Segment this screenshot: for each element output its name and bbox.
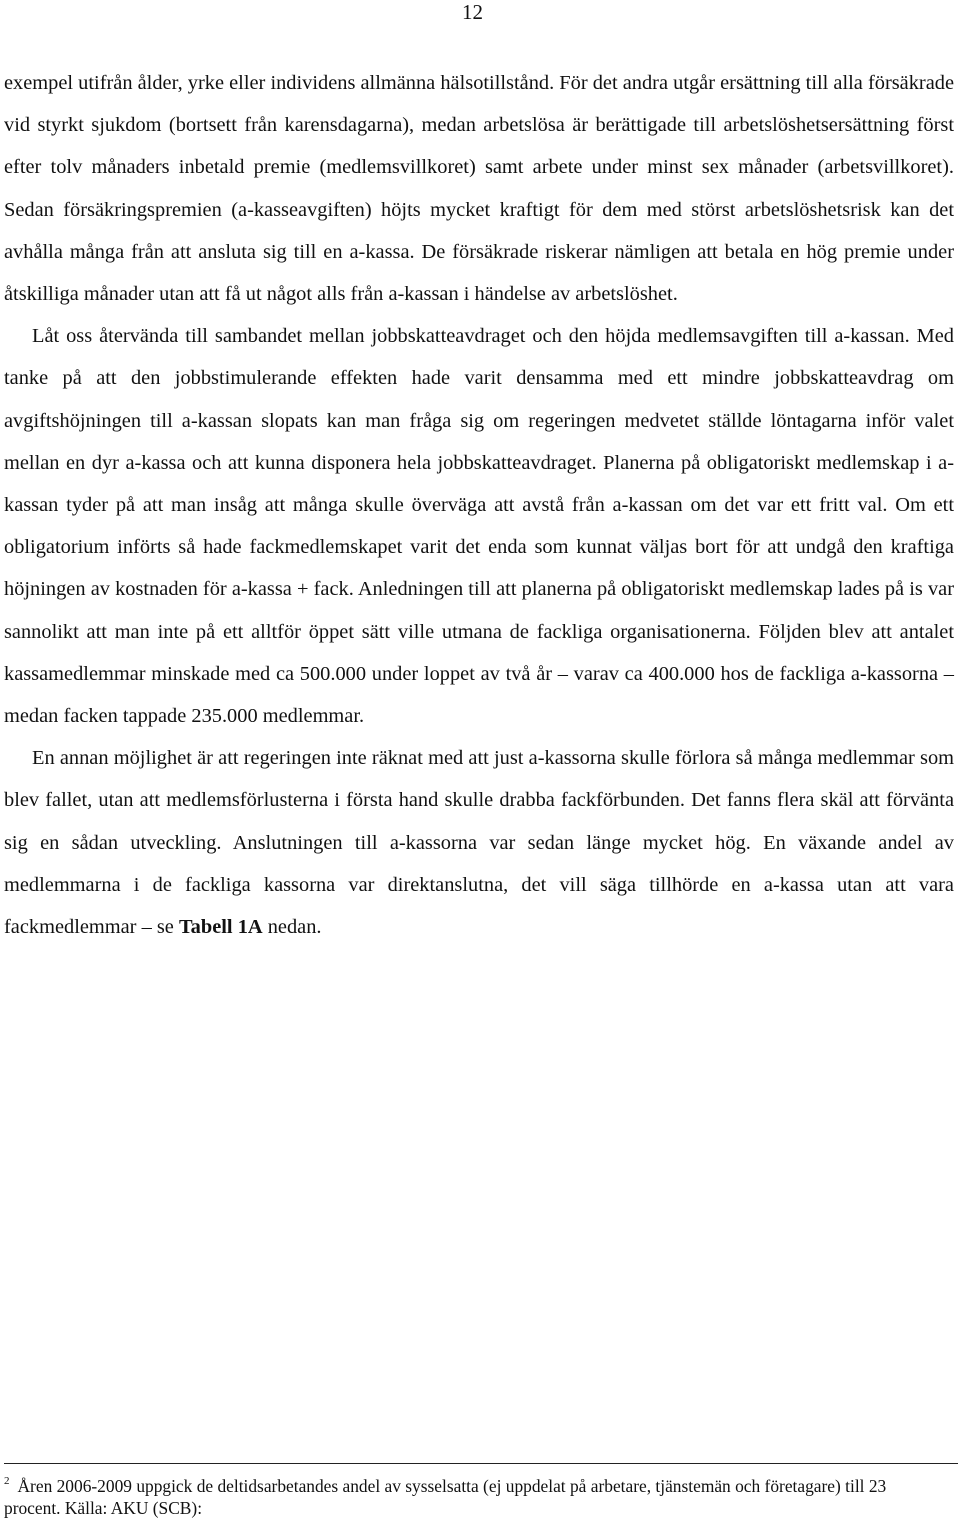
body-text [4, 62, 954, 948]
footnote-text: Åren 2006-2009 uppgick de deltidsarbetandes andel av sysselsatta (ej uppdelat på arbetare, tjänstemän och företagare) till 23 procent. Källa: AKU (SCB): [4, 1476, 887, 1518]
paragraph-1: exempel utifrån ålder, yrke eller individens allmänna hälsotillstånd. För det andra utgår ersättning till alla försäkrade vid styrkt sjukdom (bortsett från karensdagarna), medan arbetslösa är berättigade till arbetslöshetsersättning först efter tolv månaders inbetald premie (medlemsvillkoret) samt arbete under minst sex månader (arbetsvillkoret). Sedan försäkringspremien (a-kasseavgiften) höjts mycket kraftigt för dem med störst arbetslöshetsrisk kan det avhålla många från att ansluta sig till en a-kassa. De försäkrade riskerar nämligen att betala en hög premie under åtskilliga månader utan att få ut något alls från a-kassan i händelse av arbetslöshet. [4, 72, 954, 306]
footnote [4, 1471, 904, 1519]
page-number: 12 [462, 0, 483, 24]
paragraph-3 [4, 737, 954, 948]
paragraph-2: Låt oss återvända till sambandet mellan jobbskatteavdraget och den höjda medlemsavgiften till a-kassan. Med tanke på att den jobbstimulerande effekten hade varit densamma med ett mindre jobbskatteavdrag om avgiftshöjningen till a-kassan slopats kan man fråga sig om regeringen medvetet ställde löntagarna inför valet mellan en dyr a-kassa och att kunna disponera hela jobbskatteavdraget. Planerna på obligatoriskt medlemskap i a-kassan tyder på att man insåg att många skulle överväga att avstå från a-kassan om det var ett fritt val. Om ett obligatorium införts så hade fackmedlemskapet varit det enda som kunnat väljas bort för att undgå den kraftiga höjningen av kostnaden för a-kassa + fack. Anledningen till att planerna på obligatoriskt medlemskap lades på is var sannolikt att man inte på ett alltför öppet sätt ville utmana de fackliga organisationerna. Följden blev att antalet kassamedlemmar minskade med ca 500.000 under loppet av två år – varav ca 400.000 hos de fackliga a-kassorna – medan facken tappade 235.000 medlemmar. [4, 325, 954, 728]
table-reference: Tabell 1A [178, 916, 263, 939]
paragraph-3-end: nedan. [262, 916, 322, 939]
paragraph-3-text: En annan möjlighet är att regeringen inte räknat med att just a-kassorna skulle förlora så många medlemmar som blev fallet, utan att medlemsförlusterna i första hand skulle drabba fackförbunden. Det fanns flera skäl att förvänta sig en sådan utveckling. Anslutningen till a-kassorna var sedan länge mycket hög. En växande andel av medlemmarna i de fackliga kassorna var direktanslutna, det vill säga tillhörde en a-kassa utan att vara fackmedlemmar – se [4, 747, 954, 939]
footnote-divider [4, 1463, 958, 1464]
footnote-marker: 2 [4, 1475, 10, 1487]
